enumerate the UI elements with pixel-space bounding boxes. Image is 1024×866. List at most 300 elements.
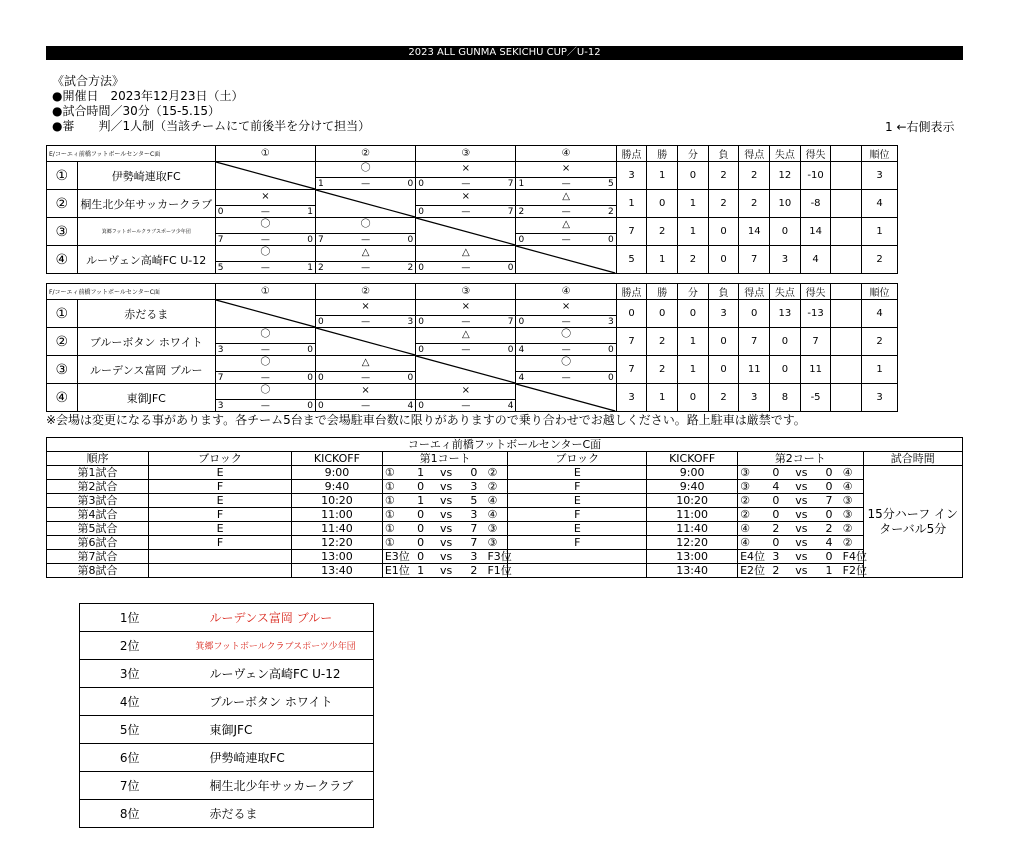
home-team: ① [382,466,408,480]
ranking-row [80,632,374,660]
home-team: ② [738,494,764,508]
rank-team-name: 桐生北少年サッカークラブ [180,772,374,800]
result-cell [516,162,616,190]
result-cell [316,246,416,274]
away-score: 0 [814,550,834,564]
away-score: 4 [814,536,834,550]
stat-value: 0 [708,218,739,246]
stat-value: 4 [862,190,898,218]
kickoff-time: 13:00 [292,550,383,564]
stat-value: 3 [708,300,739,328]
self-match-cell [516,246,616,274]
stat-value [831,300,862,328]
spacer [835,480,843,494]
team-number: ④ [47,246,78,274]
goals-against: 3 [607,317,614,327]
stat-value: 1 [647,384,678,412]
match-block [508,550,647,564]
stat-value: 0 [770,328,801,356]
stat-value: 4 [862,300,898,328]
schedule-row [47,494,963,508]
home-team: ① [382,508,408,522]
goals-for: 2 [518,207,525,217]
schedule-row [47,564,963,578]
score-dash: — [361,401,371,411]
match-schedule-table [46,437,963,578]
goals-against: 5 [607,179,614,189]
match-block: E [508,466,647,480]
team-number: ① [47,162,78,190]
score-dash: — [561,317,571,327]
rank-position: 5位 [80,716,180,744]
stat-col-header: 失点 [770,146,801,162]
away-score: 0 [459,466,479,480]
home-team: ② [738,508,764,522]
goals-against: 3 [407,317,414,327]
stat-value: 1 [678,218,709,246]
score-dash: — [561,207,571,217]
away-team: ④ [487,494,507,508]
vs-label: vs [433,536,459,550]
goals-against: 0 [307,373,314,383]
home-score: 1 [408,466,434,480]
result-mark: 〇 [260,247,271,258]
home-score: 0 [408,550,434,564]
stat-value: 1 [862,356,898,384]
opponent-col-header: ④ [516,284,616,300]
match-block: F [149,508,292,522]
home-team: E2位 [738,564,764,578]
result-cell [416,246,516,274]
stat-value: 2 [739,190,770,218]
vs-label: vs [789,550,815,564]
stat-col-header: 勝 [647,284,678,300]
result-cell [316,300,416,328]
result-cell [516,300,616,328]
kickoff-time: 11:40 [292,522,383,536]
result-mark: × [561,301,571,312]
home-score: 0 [408,522,434,536]
vs-label: vs [789,522,815,536]
stat-value: 0 [708,328,739,356]
team-name: ルーデンス富岡 ブルー [77,356,215,384]
goals-against: 2 [607,207,614,217]
match-block: E [508,494,647,508]
stat-value: 1 [862,218,898,246]
col-header-court1: 第1コート [382,452,508,466]
info-date: ●開催日 2023年12月23日（土） [52,89,244,103]
home-score: 2 [763,522,789,536]
spacer [479,564,487,578]
team-row [47,162,898,190]
document-title: 2023 ALL GUNMA SEKICHU CUP／U-12 [46,46,963,60]
stat-value [831,246,862,274]
home-score: 3 [763,550,789,564]
goals-against: 0 [607,373,614,383]
away-team: ② [487,480,507,494]
vs-label: vs [433,550,459,564]
goals-against: 7 [507,317,514,327]
goals-for: 1 [318,179,324,189]
away-team: ② [843,522,863,536]
self-match-cell [416,218,516,246]
goals-for: 7 [217,373,224,383]
result-mark: 〇 [561,329,572,340]
score-dash: — [461,345,471,355]
ranking-row [80,660,374,688]
away-score: 0 [814,466,834,480]
schedule-row [47,508,963,522]
stat-value: 0 [616,300,647,328]
spacer [835,508,843,522]
goals-against: 0 [607,345,614,355]
stat-col-header: 得点 [739,284,770,300]
stat-value: 2 [739,162,770,190]
result-mark: 〇 [260,357,271,368]
goals-for: 0 [418,401,424,411]
stat-value: 2 [647,218,678,246]
goals-for: 0 [217,207,224,217]
spacer [835,522,843,536]
result-mark: × [361,385,370,396]
stat-value [831,190,862,218]
result-mark: △ [562,219,570,230]
stat-value: 2 [678,246,709,274]
kickoff-time: 12:20 [647,536,738,550]
away-team: ④ [487,508,507,522]
self-match-cell [215,300,315,328]
parking-note: ※会場は変更になる事があります。各チーム5台まで会場駐車台数に限りがありますので乗り合わせでお越しください。路上駐車は厳禁です。 [46,413,806,427]
away-score: 2 [814,522,834,536]
stat-col-header [831,146,862,162]
home-team: E3位 [382,550,408,564]
score-dash: — [260,345,270,355]
match-block [149,564,292,578]
home-score: 1 [408,564,434,578]
stat-value: 7 [616,356,647,384]
home-team: ① [382,494,408,508]
rank-position: 4位 [80,688,180,716]
goals-for: 7 [318,235,324,245]
stat-value: 13 [770,300,801,328]
result-mark: 〇 [360,219,371,230]
block-label: E/コーエィ前橋フットボールセンターC面 [47,146,216,162]
spacer [835,536,843,550]
goals-against: 0 [307,235,314,245]
team-name: 箕郷フットボールクラブスポーツ少年団 [77,218,215,246]
score-dash: — [361,373,371,383]
rank-position: 2位 [80,632,180,660]
home-score: 0 [763,494,789,508]
result-cell [516,356,616,384]
rank-team-name: ブルーボタン ホワイト [180,688,374,716]
team-number: ① [47,300,78,328]
match-order: 第3試合 [47,494,149,508]
result-mark: △ [562,191,570,202]
away-score: 7 [814,494,834,508]
spacer [479,494,487,508]
league-table-block-e [46,145,898,274]
team-number: ④ [47,384,78,412]
col-header-block: ブロック [149,452,292,466]
away-score: 3 [459,550,479,564]
stat-value: 1 [678,328,709,356]
result-cell [416,300,516,328]
kickoff-time: 13:40 [292,564,383,578]
match-order: 第5試合 [47,522,149,536]
spacer [479,536,487,550]
stat-value: -10 [800,162,831,190]
goals-against: 0 [507,345,514,355]
result-mark: △ [361,247,370,258]
away-team: ③ [843,494,863,508]
away-score: 2 [459,564,479,578]
stat-value: 7 [800,328,831,356]
goals-for: 0 [318,401,324,411]
away-team: ③ [487,536,507,550]
stat-value: 0 [678,300,709,328]
match-order: 第2試合 [47,480,149,494]
goals-for: 2 [318,263,324,273]
team-number: ③ [47,356,78,384]
match-block [508,564,647,578]
stat-value: 0 [678,384,709,412]
home-team: ④ [738,522,764,536]
stat-value: 3 [862,162,898,190]
result-mark: 〇 [260,329,271,340]
stat-col-header: 順位 [862,146,898,162]
stat-value: 2 [862,246,898,274]
vs-label: vs [789,536,815,550]
vs-label: vs [789,508,815,522]
result-mark: △ [361,357,370,368]
goals-for: 0 [518,235,525,245]
info-heading: 《試合方法》 [52,74,125,88]
ranking-row [80,604,374,632]
stat-value: 1 [678,190,709,218]
result-cell [316,218,416,246]
home-score: 0 [408,480,434,494]
result-cell [516,328,616,356]
stat-value: 7 [616,328,647,356]
stat-col-header: 分 [678,284,709,300]
home-score: 4 [763,480,789,494]
stat-value: 1 [647,246,678,274]
stat-col-header: 勝 [647,146,678,162]
spacer [479,522,487,536]
vs-label: vs [433,508,459,522]
col-header-block: ブロック [508,452,647,466]
score-dash: — [561,373,571,383]
goals-for: 3 [217,345,224,355]
right-side-note: 1 ←右側表示 [885,120,955,134]
stat-value: 8 [770,384,801,412]
match-order: 第6試合 [47,536,149,550]
col-header-order: 順序 [47,452,149,466]
away-team: ③ [843,508,863,522]
goals-for: 7 [217,235,224,245]
stat-col-header: 失点 [770,284,801,300]
goals-against: 1 [307,263,314,273]
result-mark: 〇 [260,385,271,396]
spacer [835,466,843,480]
kickoff-time: 11:00 [647,508,738,522]
match-time-note: 15分ハーフ インターバル5分 [863,466,962,578]
rank-position: 3位 [80,660,180,688]
stat-col-header: 負 [708,284,739,300]
goals-for: 5 [217,263,224,273]
team-row [47,218,898,246]
stat-value: 2 [862,328,898,356]
team-number: ② [47,190,78,218]
opponent-col-header: ② [316,146,416,162]
match-order: 第8試合 [47,564,149,578]
goals-against: 0 [507,263,514,273]
result-cell [416,190,516,218]
goals-against: 0 [607,235,614,245]
score-dash: — [361,317,371,327]
goals-for: 0 [318,317,324,327]
goals-for: 1 [518,179,525,189]
stat-value: 7 [739,328,770,356]
goals-for: 0 [418,263,424,273]
team-name: ルーヴェン高崎FC U-12 [77,246,215,274]
home-team: ① [382,536,408,550]
schedule-row [47,466,963,480]
spacer [835,550,843,564]
home-team: ① [382,480,408,494]
stat-col-header: 得失 [800,146,831,162]
ranking-row [80,744,374,772]
rank-position: 6位 [80,744,180,772]
team-row [47,384,898,412]
match-block: F [149,536,292,550]
stat-col-header: 分 [678,146,709,162]
match-block: F [508,508,647,522]
result-cell [316,162,416,190]
rank-team-name: ルーデンス富岡 ブルー [180,604,374,632]
stat-value: -8 [800,190,831,218]
result-mark: × [461,301,471,312]
rank-team-name: ルーヴェン高崎FC U-12 [180,660,374,688]
result-cell [316,356,416,384]
result-cell [316,384,416,412]
kickoff-time: 9:00 [292,466,383,480]
result-cell [215,218,315,246]
goals-for: 3 [217,401,224,411]
vs-label: vs [433,522,459,536]
opponent-col-header: ① [215,146,315,162]
goals-against: 0 [307,401,314,411]
score-dash: — [561,235,571,245]
match-block: F [149,480,292,494]
ranking-row [80,800,374,828]
score-dash: — [260,207,270,217]
team-row [47,328,898,356]
kickoff-time: 9:00 [647,466,738,480]
self-match-cell [215,162,315,190]
stat-value: 12 [770,162,801,190]
spacer [835,494,843,508]
stat-value: 11 [800,356,831,384]
stat-col-header: 得点 [739,146,770,162]
kickoff-time: 10:20 [292,494,383,508]
schedule-row [47,550,963,564]
vs-label: vs [433,564,459,578]
opponent-col-header: ③ [416,284,516,300]
goals-against: 4 [407,401,414,411]
score-dash: — [461,179,471,189]
stat-value: 0 [739,300,770,328]
away-score: 0 [814,480,834,494]
away-team: ② [487,466,507,480]
stat-col-header: 得失 [800,284,831,300]
match-block: E [508,522,647,536]
stat-value: 1 [616,190,647,218]
col-header-match-time: 試合時間 [863,452,962,466]
kickoff-time: 10:20 [647,494,738,508]
result-mark: × [461,385,471,396]
vs-label: vs [789,564,815,578]
info-referee: ●審 判／1人制（当該チームにて前後半を分けて担当） [52,119,371,133]
stat-value: 3 [616,162,647,190]
spacer [479,508,487,522]
stat-value: 4 [800,246,831,274]
home-team: E1位 [382,564,408,578]
score-dash: — [461,401,471,411]
goals-against: 1 [307,207,314,217]
score-dash: — [561,345,571,355]
goals-against: 0 [407,373,414,383]
home-score: 0 [408,508,434,522]
result-mark: 〇 [360,163,371,174]
home-team: ③ [738,466,764,480]
result-mark: 〇 [260,219,271,230]
result-mark: × [261,191,270,202]
result-cell [215,356,315,384]
kickoff-time: 11:40 [647,522,738,536]
team-name: 伊勢崎連取FC [77,162,215,190]
result-cell [215,190,315,218]
result-mark: △ [462,247,470,258]
opponent-col-header: ④ [516,146,616,162]
result-cell [215,246,315,274]
away-score: 3 [459,480,479,494]
stat-value: -5 [800,384,831,412]
stat-col-header: 勝点 [616,284,647,300]
stat-value: 0 [708,246,739,274]
home-team: E4位 [738,550,764,564]
home-team: ④ [738,536,764,550]
schedule-venue: コーエィ前橋フットボールセンターC面 [47,438,963,452]
stat-value [831,328,862,356]
away-score: 1 [814,564,834,578]
schedule-row [47,480,963,494]
stat-value: 10 [770,190,801,218]
home-score: 1 [408,494,434,508]
self-match-cell [516,384,616,412]
score-dash: — [260,401,270,411]
vs-label: vs [789,480,815,494]
home-score: 0 [408,536,434,550]
team-row [47,300,898,328]
result-cell [215,384,315,412]
result-cell [416,384,516,412]
score-dash: — [461,207,471,217]
score-dash: — [361,263,371,273]
schedule-row [47,522,963,536]
rank-position: 7位 [80,772,180,800]
